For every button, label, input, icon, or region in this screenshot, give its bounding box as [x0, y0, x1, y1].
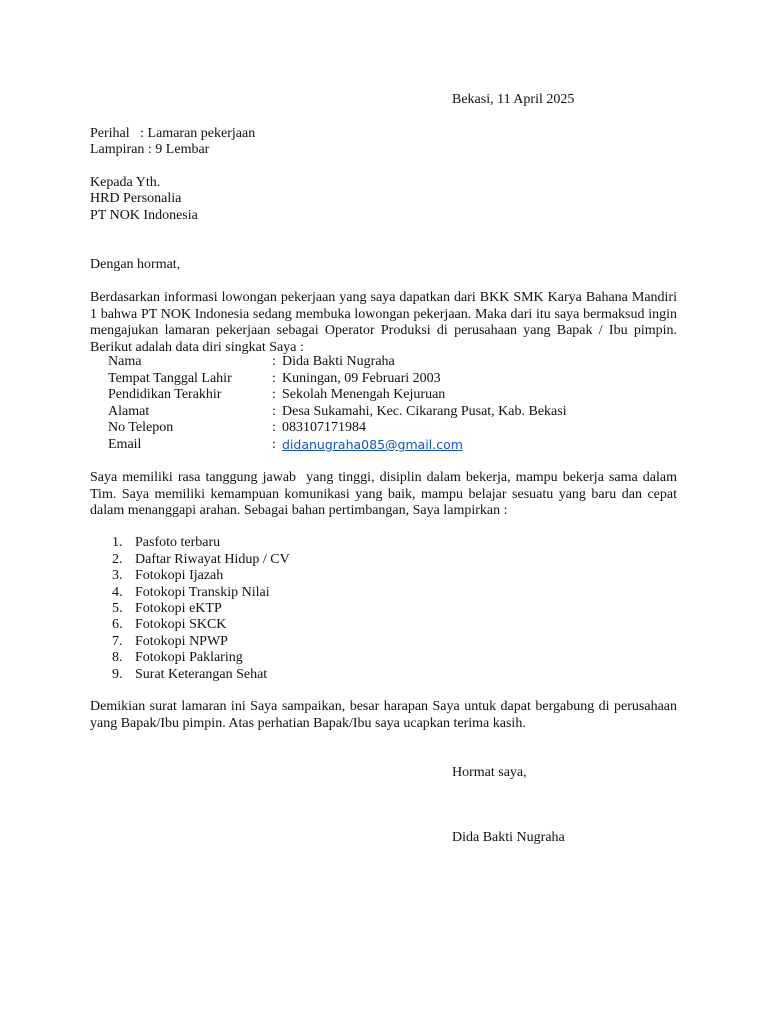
- list-number: 3.: [112, 568, 123, 583]
- data-value: Desa Sukamahi, Kec. Cikarang Pusat, Kab. Bekasi: [282, 404, 567, 419]
- list-number: 1.: [112, 535, 123, 550]
- recipient-department: HRD Personalia: [90, 191, 182, 206]
- list-text: Surat Keterangan Sehat: [135, 667, 268, 682]
- list-number: 8.: [112, 650, 123, 665]
- data-colon: :: [272, 437, 276, 452]
- list-number: 4.: [112, 585, 123, 600]
- list-text: Fotokopi NPWP: [135, 634, 228, 649]
- closing-salutation: Hormat saya,: [452, 765, 527, 780]
- intro-paragraph: Berdasarkan informasi lowongan pekerjaan yang saya dapatkan dari BKK SMK Karya Bahana Mandiri 1 bahwa PT NOK Indonesia sedang membuka lowongan pekerjaan. Maka dari itu saya bermaksud ingin mengajukan lamaran pekerjaan sebagai Operator Produksi di perusahaan yang Bapak / Ibu pimpin. Berikut adalah data diri singkat Saya :: [90, 290, 677, 355]
- list-number: 2.: [112, 552, 123, 567]
- greeting: Dengan hormat,: [90, 257, 181, 272]
- data-label: Email: [108, 437, 142, 452]
- data-colon: :: [272, 404, 276, 419]
- data-colon: :: [272, 354, 276, 369]
- list-text: Fotokopi Transkip Nilai: [135, 585, 270, 600]
- data-label: Tempat Tanggal Lahir: [108, 371, 232, 386]
- data-label: Nama: [108, 354, 142, 369]
- recipient-company: PT NOK Indonesia: [90, 208, 198, 223]
- data-value: Sekolah Menengah Kejuruan: [282, 387, 446, 402]
- data-label: Pendidikan Terakhir: [108, 387, 222, 402]
- list-text: Fotokopi Paklaring: [135, 650, 243, 665]
- data-label: No Telepon: [108, 420, 174, 435]
- email-link[interactable]: didanugraha085@gmail.com: [282, 437, 463, 452]
- data-colon: :: [272, 420, 276, 435]
- list-number: 9.: [112, 667, 123, 682]
- recipient-salutation: Kepada Yth.: [90, 175, 161, 190]
- place-date: Bekasi, 11 April 2025: [452, 92, 575, 107]
- data-value: Dida Bakti Nugraha: [282, 354, 395, 369]
- list-text: Daftar Riwayat Hidup / CV: [135, 552, 290, 567]
- list-text: Fotokopi eKTP: [135, 601, 222, 616]
- data-colon: :: [272, 387, 276, 402]
- list-text: Fotokopi SKCK: [135, 617, 227, 632]
- data-value: Kuningan, 09 Februari 2003: [282, 371, 441, 386]
- closing-paragraph: Demikian surat lamaran ini Saya sampaikan, besar harapan Saya untuk dapat bergabung di perusahaan yang Bapak/Ibu pimpin. Atas perhatian Bapak/Ibu saya ucapkan terima kasih.: [90, 699, 677, 731]
- list-text: Fotokopi Ijazah: [135, 568, 224, 583]
- body-paragraph: Saya memiliki rasa tanggung jawab yang tinggi, disiplin dalam bekerja, mampu bekerja sama dalam Tim. Saya memiliki kemampuan komunikasi yang baik, mampu belajar sesuatu yang baru dan cepat dalam menanggapi arahan. Sebagai bahan pertimbangan, Saya lampirkan :: [90, 470, 681, 518]
- subject-line: Perihal : Lamaran pekerjaan: [90, 126, 256, 141]
- list-number: 5.: [112, 601, 123, 616]
- data-value: 083107171984: [282, 420, 366, 435]
- list-number: 6.: [112, 617, 123, 632]
- list-text: Pasfoto terbaru: [135, 535, 221, 550]
- attachment-count-line: Lampiran : 9 Lembar: [90, 142, 210, 157]
- list-number: 7.: [112, 634, 123, 649]
- signature-name: Dida Bakti Nugraha: [452, 830, 565, 845]
- data-colon: :: [272, 371, 276, 386]
- data-label: Alamat: [108, 404, 150, 419]
